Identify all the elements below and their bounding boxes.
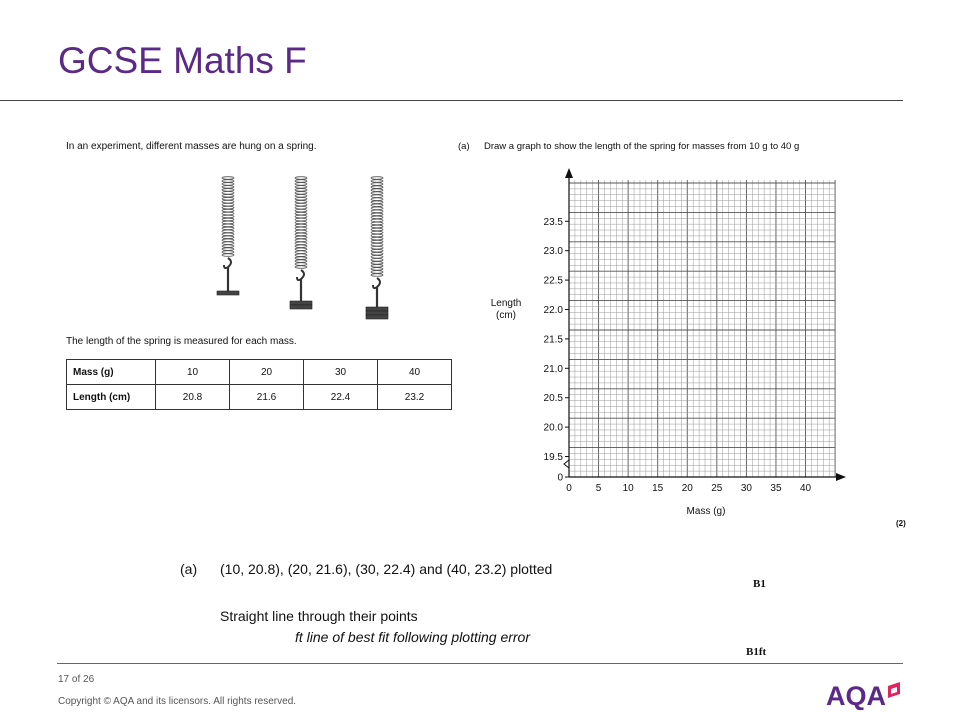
part-a-question: [458, 141, 799, 152]
spring-coil: [371, 210, 383, 213]
spring-coil: [222, 215, 234, 218]
spring-coil: [295, 200, 307, 203]
marks-available: (2): [896, 519, 906, 528]
spring-coil: [222, 230, 234, 233]
spring-coil: [222, 233, 234, 236]
x-tick-label: 10: [622, 483, 634, 494]
y-tick-label: 21.5: [543, 334, 563, 346]
spring-coil: [371, 183, 383, 186]
spring-coil: [295, 245, 307, 248]
spring-coil: [295, 251, 307, 254]
spring-coil: [222, 224, 234, 227]
spring-coil: [295, 206, 307, 209]
y-tick-label: 20.5: [543, 393, 563, 405]
spring-coil: [371, 243, 383, 246]
table-cell: 10: [156, 360, 230, 385]
footer-divider: [57, 663, 903, 664]
copyright-notice: Copyright © AQA and its licensors. All rights reserved.: [58, 696, 297, 707]
spring-coil: [295, 260, 307, 263]
spring-coil: [295, 257, 307, 260]
y-tick-label: 20.0: [543, 422, 563, 434]
grid-lines: [569, 180, 835, 477]
spring-coil: [222, 248, 234, 251]
spring-coil: [371, 222, 383, 225]
spring-coil: [222, 209, 234, 212]
table-cell: 40: [378, 360, 452, 385]
y-axis-label: Length: [490, 298, 522, 309]
spring-coil: [371, 246, 383, 249]
spring-coil: [222, 177, 234, 180]
axis-break: [564, 460, 569, 468]
spring-coil: [295, 266, 307, 269]
spring-coil: [295, 203, 307, 206]
page-current: 17: [58, 674, 70, 685]
spring-coil: [295, 215, 307, 218]
spring-coil: [371, 240, 383, 243]
mass-disc: [366, 307, 388, 311]
x-tick-label: 15: [652, 483, 664, 494]
graph-paper: [480, 160, 860, 530]
spring-coil: [371, 186, 383, 189]
spring-coil: [295, 189, 307, 192]
spring-hook: [224, 258, 231, 268]
spring-coil: [295, 177, 307, 180]
y-axis-arrow: [565, 168, 573, 178]
x-tick-label: 20: [681, 483, 693, 494]
spring-coil: [371, 225, 383, 228]
spring-coil: [295, 242, 307, 245]
spring-coil: [371, 271, 383, 274]
x-tick-label: 30: [740, 483, 752, 494]
spring-coil: [222, 236, 234, 239]
scheme-plotted-text: (10, 20.8), (20, 21.6), (30, 22.4) and (40, 23.2) plotted: [220, 561, 553, 577]
spring-coil: [371, 255, 383, 258]
spring-coil: [371, 234, 383, 237]
spring-coil: [371, 201, 383, 204]
spring-coil: [222, 212, 234, 215]
spring-coil: [222, 183, 234, 186]
spring-hook: [297, 270, 304, 280]
spring-coil: [222, 203, 234, 206]
spring-coil: [222, 218, 234, 221]
spring-coil: [295, 233, 307, 236]
spring-coil: [295, 230, 307, 233]
spring-coil: [222, 239, 234, 242]
spring-coil: [295, 192, 307, 195]
spring-coil: [371, 252, 383, 255]
spring-coil: [371, 228, 383, 231]
scheme-mark-b1: B1: [753, 578, 766, 590]
tick-labels: [544, 217, 812, 494]
spring-coil: [371, 213, 383, 216]
spring-coil: [295, 239, 307, 242]
part-a-label: (a): [458, 141, 470, 152]
spring-coil: [295, 221, 307, 224]
spring-coil: [371, 259, 383, 262]
y-tick-label: 23.0: [543, 246, 563, 258]
scheme-mark-b1ft: B1ft: [746, 646, 767, 658]
table-row: [67, 385, 452, 410]
mass-disc: [217, 291, 239, 295]
springs-illustration: [205, 170, 405, 330]
table-row-header: Length (cm): [67, 385, 156, 410]
scheme-line-text: Straight line through their points: [220, 608, 418, 624]
spring-coil: [371, 180, 383, 183]
aqa-logo-text: AQA: [826, 681, 886, 710]
spring-coil: [295, 236, 307, 239]
table-cell: 21.6: [230, 385, 304, 410]
mass-disc: [366, 311, 388, 315]
measure-text: The length of the spring is measured for each mass.: [66, 336, 297, 347]
spring-coil: [222, 242, 234, 245]
header-divider: [0, 100, 903, 101]
spring-coil: [295, 254, 307, 257]
x-tick-label: 5: [595, 483, 602, 494]
page-total: of 26: [71, 674, 95, 685]
spring-coil: [371, 195, 383, 198]
spring-coil: [295, 209, 307, 212]
table-row-header: Mass (g): [67, 360, 156, 385]
table-cell: 20: [230, 360, 304, 385]
table-row: [67, 360, 452, 385]
spring-coil: [371, 177, 383, 180]
spring-coil: [222, 180, 234, 183]
table-cell: 30: [304, 360, 378, 385]
spring-coil: [222, 206, 234, 209]
page-title: GCSE Maths F: [58, 40, 307, 81]
spring-coil: [222, 221, 234, 224]
x-tick-label: 25: [711, 483, 723, 494]
spring-coil: [371, 216, 383, 219]
spring-coil: [371, 204, 383, 207]
spring-coil: [371, 274, 383, 277]
spring-coil: [295, 183, 307, 186]
spring-hook: [373, 278, 380, 288]
y-axis-unit: (cm): [496, 310, 516, 321]
spring-coil: [295, 180, 307, 183]
spring-coil: [371, 207, 383, 210]
spring-coil: [222, 186, 234, 189]
mass-disc: [290, 305, 312, 309]
y-tick-label: 22.0: [543, 305, 563, 316]
y-tick-label: 19.5: [543, 452, 563, 463]
y-tick-label: 21.0: [543, 363, 563, 375]
spring-coil: [295, 248, 307, 251]
aqa-logo: [826, 680, 906, 710]
page-number: [58, 674, 94, 685]
x-tick-label: 35: [770, 483, 782, 494]
table-cell: 22.4: [304, 385, 378, 410]
spring-coil: [222, 251, 234, 254]
spring-coil: [222, 192, 234, 195]
data-table: [66, 359, 452, 410]
spring-coil: [222, 245, 234, 248]
table-cell: 20.8: [156, 385, 230, 410]
spring-coil: [222, 254, 234, 257]
y-tick-label: 0: [557, 472, 563, 484]
spring-coil: [295, 263, 307, 266]
spring-coil: [371, 262, 383, 265]
y-tick-label: 23.5: [543, 216, 563, 228]
spring-coil: [222, 197, 234, 200]
scheme-ft-text: ft line of best fit following plotting error: [295, 629, 531, 645]
spring-coil: [371, 265, 383, 268]
spring-coil: [371, 231, 383, 234]
spring-coil: [371, 219, 383, 222]
question-intro: In an experiment, different masses are hung on a spring.: [66, 141, 317, 152]
part-a-text: Draw a graph to show the length of the spring for masses from 10 g to 40 g: [484, 141, 800, 152]
spring-coil: [295, 224, 307, 227]
spring-coil: [295, 197, 307, 200]
x-axis-label: Mass (g): [686, 506, 726, 517]
x-tick-label: 40: [799, 483, 812, 494]
spring-coil: [371, 198, 383, 201]
spring-coil: [222, 227, 234, 230]
x-tick-label: 0: [566, 483, 572, 494]
spring-coil: [371, 249, 383, 252]
scheme-part-label: (a): [180, 561, 198, 577]
spring-coil: [371, 237, 383, 240]
spring-coil: [295, 186, 307, 189]
y-tick-label: 22.5: [543, 275, 563, 287]
spring-coil: [295, 212, 307, 215]
spring-coil: [371, 189, 383, 192]
spring-coil: [295, 218, 307, 221]
spring-coil: [222, 200, 234, 203]
spring-coil: [222, 194, 234, 197]
mass-disc: [290, 301, 312, 305]
spring-coil: [371, 268, 383, 271]
x-axis-arrow: [836, 473, 846, 481]
spring-coil: [371, 192, 383, 195]
mass-disc: [366, 315, 388, 319]
spring-coil: [222, 189, 234, 192]
spring-coil: [295, 195, 307, 198]
spring-coil: [295, 227, 307, 230]
aqa-logo-mark: [888, 682, 900, 698]
table-cell: 23.2: [378, 385, 452, 410]
